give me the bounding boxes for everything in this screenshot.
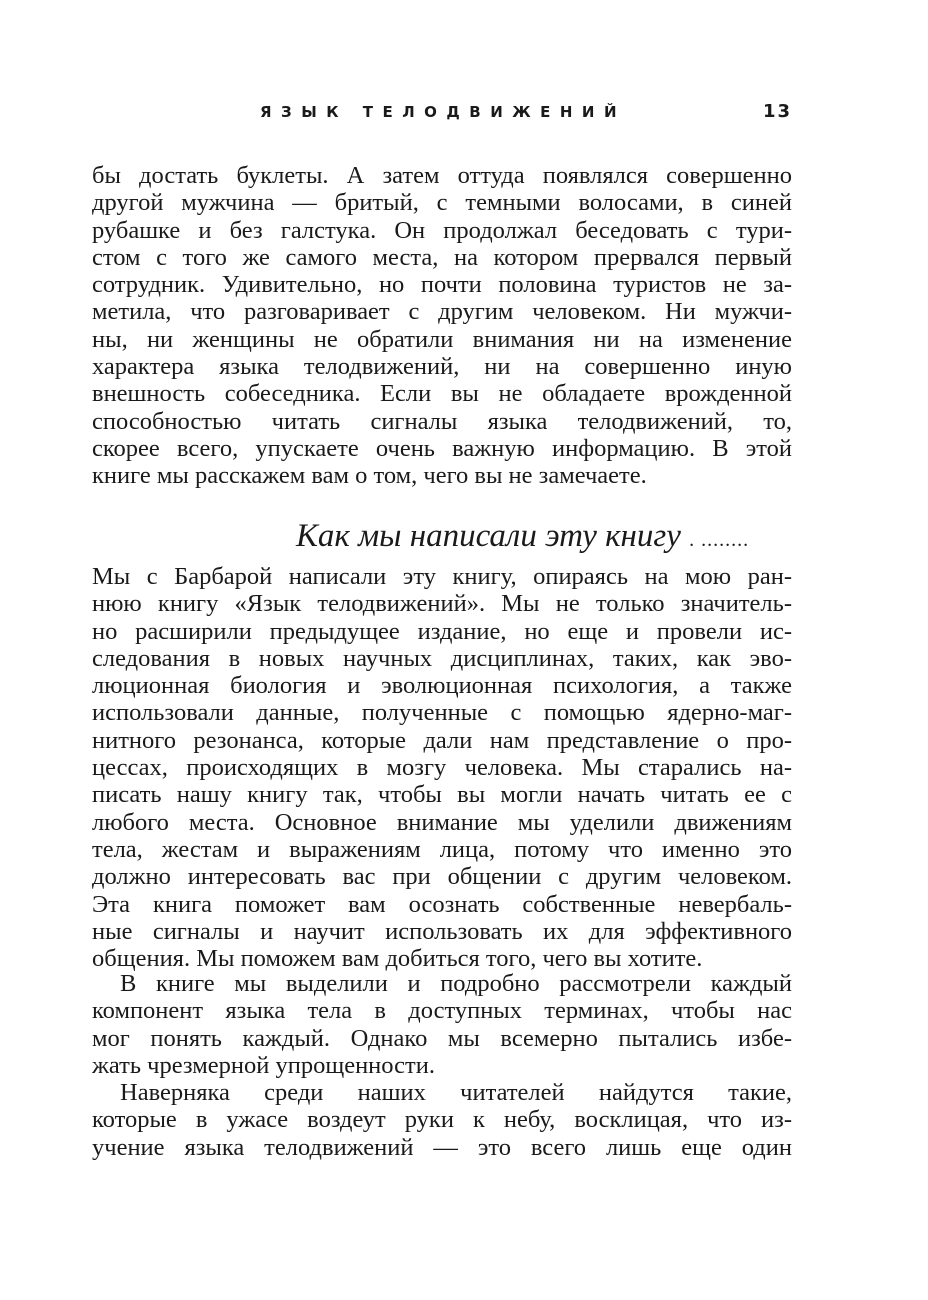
text-line: но расширили предыдущее издание, но еще и провели ис- (92, 617, 792, 645)
running-title: ЯЗЫК ТЕЛОДВИЖЕНИЙ (260, 103, 627, 121)
text-line: которые в ужасе воздеут руки к небу, восклицая, что из- (92, 1106, 792, 1134)
text-line: метила, что разговаривает с другим человеком. Ни мужчи- (92, 298, 792, 326)
text-line: любого места. Основное внимание мы уделили движениям (92, 808, 792, 836)
text-line: рубашке и без галстука. Он продолжал беседовать с тури- (92, 216, 792, 244)
text-line: Наверняка среди наших читателей найдутся такие, (120, 1079, 792, 1106)
text-line: скорее всего, упускаете очень важную информацию. В этой (92, 434, 792, 462)
text-line: другой мужчина — бритый, с темными волосами, в синей (92, 189, 792, 217)
text-line: общения. Мы поможем вам добиться того, чего вы хотите. (92, 945, 703, 973)
text-line: сотрудник. Удивительно, но почти половина туристов не за- (92, 271, 792, 299)
text-line: способностью читать сигналы языка телодвижений, то, (92, 407, 792, 435)
text-line: нитного резонанса, которые дали нам представление о про- (92, 726, 792, 754)
paragraph-2 (92, 563, 792, 972)
text-line: ные сигналы и научит использовать их для эффективного (92, 917, 792, 945)
section-heading (296, 516, 822, 560)
text-line: учение языка телодвижений — это всего лишь еще один (92, 1133, 792, 1161)
text-line: В книге мы выделили и подробно рассмотрели каждый (120, 970, 792, 997)
text-line: компонент языка тела в доступных терминах, чтобы нас (92, 997, 792, 1025)
text-line: цессах, происходящих в мозгу человека. Мы старались на- (92, 754, 792, 782)
text-line: жать чрезмерной упрощенности. (92, 1051, 435, 1079)
text-line: книге мы расскажем вам о том, чего вы не замечаете. (92, 462, 647, 490)
running-header (92, 100, 792, 124)
text-line: следования в новых научных дисциплинах, таких, как эво- (92, 644, 792, 672)
paragraph-3 (92, 970, 792, 1079)
text-line: Эта книга поможет вам осознать собственные невербаль- (92, 890, 792, 918)
text-line: использовали данные, полученные с помощью ядерно-маг- (92, 699, 792, 727)
paragraph-1 (92, 162, 792, 490)
text-line: мог понять каждый. Однако мы всемерно пытались избе- (92, 1024, 792, 1052)
section-heading-title: Как мы написали эту книгу (296, 518, 681, 554)
text-line: Мы с Барбарой написали эту книгу, опираясь на мою ран- (92, 563, 792, 590)
text-line: люционная биология и эволюционная психология, а также (92, 672, 792, 700)
paragraph-4 (92, 1079, 792, 1161)
text-line: тела, жестам и выражениям лица, потому что именно это (92, 835, 792, 863)
text-line: характера языка телодвижений, ни на совершенно иную (92, 353, 792, 381)
section-heading-dots: . ........ (689, 529, 750, 551)
text-line: должно интересовать вас при общении с другим человеком. (92, 863, 792, 891)
text-line: ны, ни женщины не обратили внимания ни на изменение (92, 325, 792, 353)
text-line: писать нашу книгу так, чтобы вы могли начать читать ее с (92, 781, 792, 809)
text-line: бы достать буклеты. А затем оттуда появлялся совершенно (92, 162, 792, 189)
text-line: внешность собеседника. Если вы не обладаете врожденной (92, 380, 792, 408)
text-line: стом с того же самого места, на котором прервался первый (92, 243, 792, 271)
text-line: нюю книгу «Язык телодвижений». Мы не только значитель- (92, 590, 792, 618)
page-number: 13 (762, 101, 792, 122)
